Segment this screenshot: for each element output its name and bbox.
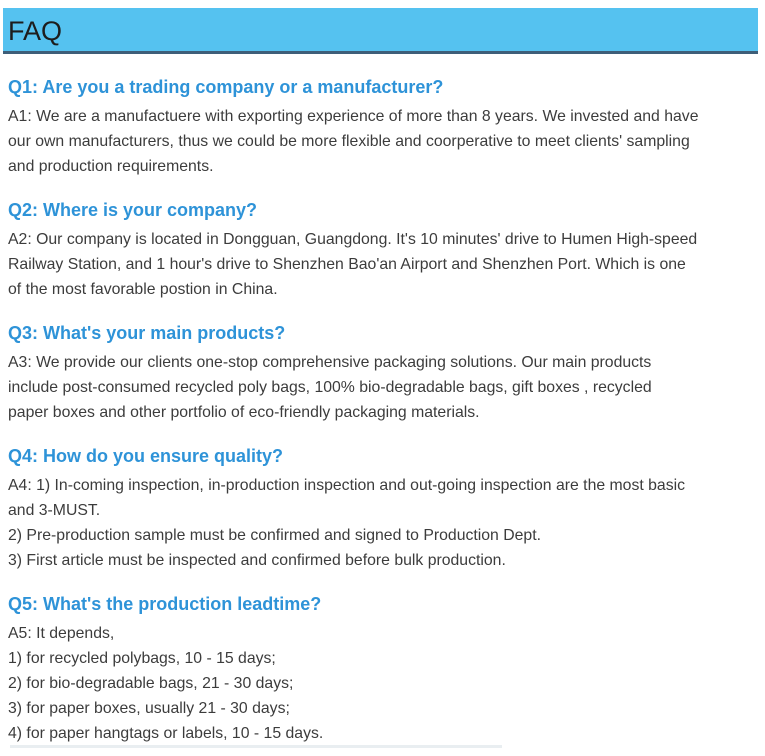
answer-line: of the most favorable postion in China. xyxy=(8,281,278,298)
faq-section-header-bar xyxy=(3,8,758,54)
faq-question-q2: Q2: Where is your company? xyxy=(8,200,258,220)
answer-line: 3) First article must be inspected and confirmed before bulk production. xyxy=(8,552,506,569)
faq-answer-a3 xyxy=(8,350,757,425)
faq-question-q4: Q4: How do you ensure quality? xyxy=(8,446,284,466)
faq-question-q5: Q5: What's the production leadtime? xyxy=(8,594,322,614)
answer-line: A2: Our company is located in Dongguan, Guangdong. It's 10 minutes' drive to Humen High-speed xyxy=(8,231,698,248)
answer-line: Railway Station, and 1 hour's drive to Shenzhen Bao'an Airport and Shenzhen Port. Which is one xyxy=(8,256,686,273)
faq-answer-a1 xyxy=(8,104,757,179)
faq-item-q2 xyxy=(8,199,757,302)
answer-line: 1) for recycled polybags, 10 - 15 days; xyxy=(8,650,276,667)
answer-line: A4: 1) In-coming inspection, in-production inspection and out-going inspection are the most basic xyxy=(8,477,686,494)
faq-answer-a5 xyxy=(8,621,757,746)
faq-answer-a4 xyxy=(8,473,757,573)
answer-line: paper boxes and other portfolio of eco-friendly packaging materials. xyxy=(8,404,480,421)
answer-line: A5: It depends, xyxy=(8,625,115,642)
faq-item-q5 xyxy=(8,593,757,746)
answer-line: 4) for paper hangtags or labels, 10 - 15 days. xyxy=(8,725,324,742)
faq-answer-a2 xyxy=(8,227,757,302)
answer-line: include post-consumed recycled poly bags, 100% bio-degradable bags, gift boxes , recycled xyxy=(8,379,652,396)
page-title: FAQ xyxy=(8,15,63,46)
faq-item-q1 xyxy=(8,76,757,179)
answer-line: and 3-MUST. xyxy=(8,502,101,519)
answer-line: our own manufacturers, thus we could be more flexible and coorperative to meet clients' sampling xyxy=(8,133,690,150)
faq-question-q1: Q1: Are you a trading company or a manufacturer? xyxy=(8,77,444,97)
answer-line: and production requirements. xyxy=(8,158,214,175)
answer-line: A1: We are a manufactuere with exporting experience of more than 8 years. We invested and have xyxy=(8,108,699,125)
faq-page xyxy=(0,8,765,756)
answer-line: 2) Pre-production sample must be confirmed and signed to Production Dept. xyxy=(8,527,541,544)
answer-line: 2) for bio-degradable bags, 21 - 30 days; xyxy=(8,675,294,692)
faq-item-q3 xyxy=(8,322,757,425)
faq-list xyxy=(0,76,765,746)
faq-item-q4 xyxy=(8,445,757,573)
answer-line: 3) for paper boxes, usually 21 - 30 days; xyxy=(8,700,290,717)
answer-line: A3: We provide our clients one-stop comprehensive packaging solutions. Our main products xyxy=(8,354,652,371)
faq-question-q3: Q3: What's your main products? xyxy=(8,323,286,343)
